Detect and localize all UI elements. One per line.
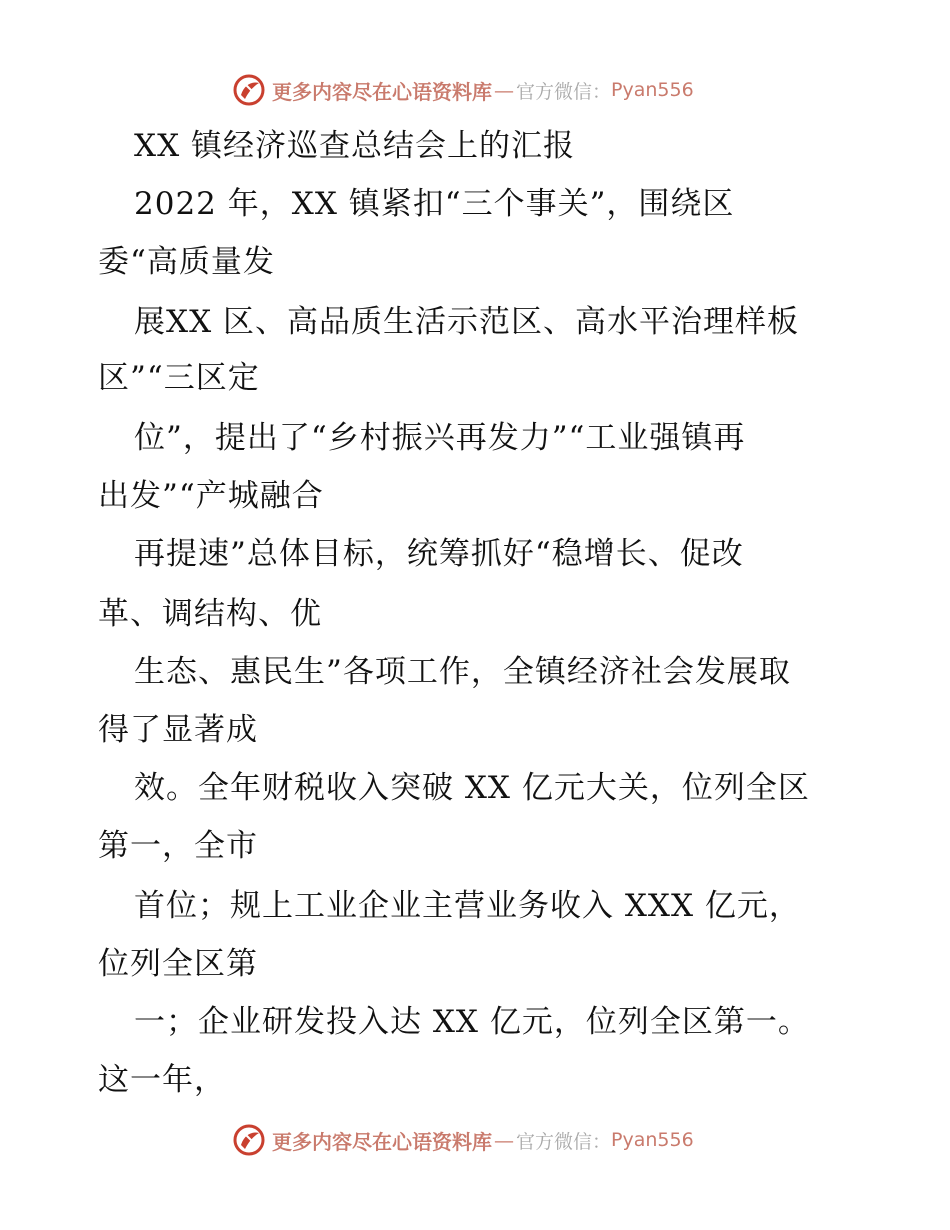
document-title: XX 镇经济巡查总结会上的汇报 [134,128,575,164]
header-brand-text: 更多内容尽在心语资料库 [272,79,492,104]
footer-banner [232,1120,694,1160]
text-line-14: 位列全区第 [98,946,258,982]
footer-brand-text: 更多内容尽在心语资料库 [272,1129,492,1154]
text-line-6: 出发”“产城融合 [98,478,324,514]
header-separator: — [494,78,514,102]
text-line-3: 展XX 区、高品质生活示范区、高水平治理样板 [134,304,799,340]
brand-logo-icon [232,73,266,107]
text-line-5: 位”，提出了“乡村振兴再发力”“工业强镇再 [134,420,746,456]
text-line-12: 第一，全市 [98,828,258,864]
brand-logo-icon [232,1123,266,1157]
text-line-7: 再提速”总体目标，统筹抓好“稳增长、促改 [134,536,744,572]
text-line-10: 得了显著成 [98,712,258,748]
text-line-4: 区”“三区定 [98,360,260,396]
text-line-11: 效。全年财税收入突破 XX 亿元大关，位列全区 [134,770,810,806]
text-line-2: 委“高质量发 [98,244,275,280]
header-banner [232,70,694,110]
footer-contact-label: 官方微信： [516,1130,612,1153]
text-line-1: 2022 年，XX 镇紧扣“三个事关”，围绕区 [134,186,735,222]
text-line-15: 一；企业研发投入达 XX 亿元，位列全区第一。 [134,1004,810,1040]
header-contact-label: 官方微信： [516,80,612,103]
text-line-13: 首位；规上工业企业主营业务收入 XXX 亿元， [134,888,801,924]
footer-contact-id: Pyan556 [611,1129,694,1151]
text-line-8: 革、调结构、优 [98,596,322,632]
text-line-9: 生态、惠民生”各项工作，全镇经济社会发展取 [134,654,791,690]
header-contact-id: Pyan556 [611,79,694,101]
text-line-16: 这一年， [98,1062,226,1098]
footer-separator: — [494,1128,514,1152]
